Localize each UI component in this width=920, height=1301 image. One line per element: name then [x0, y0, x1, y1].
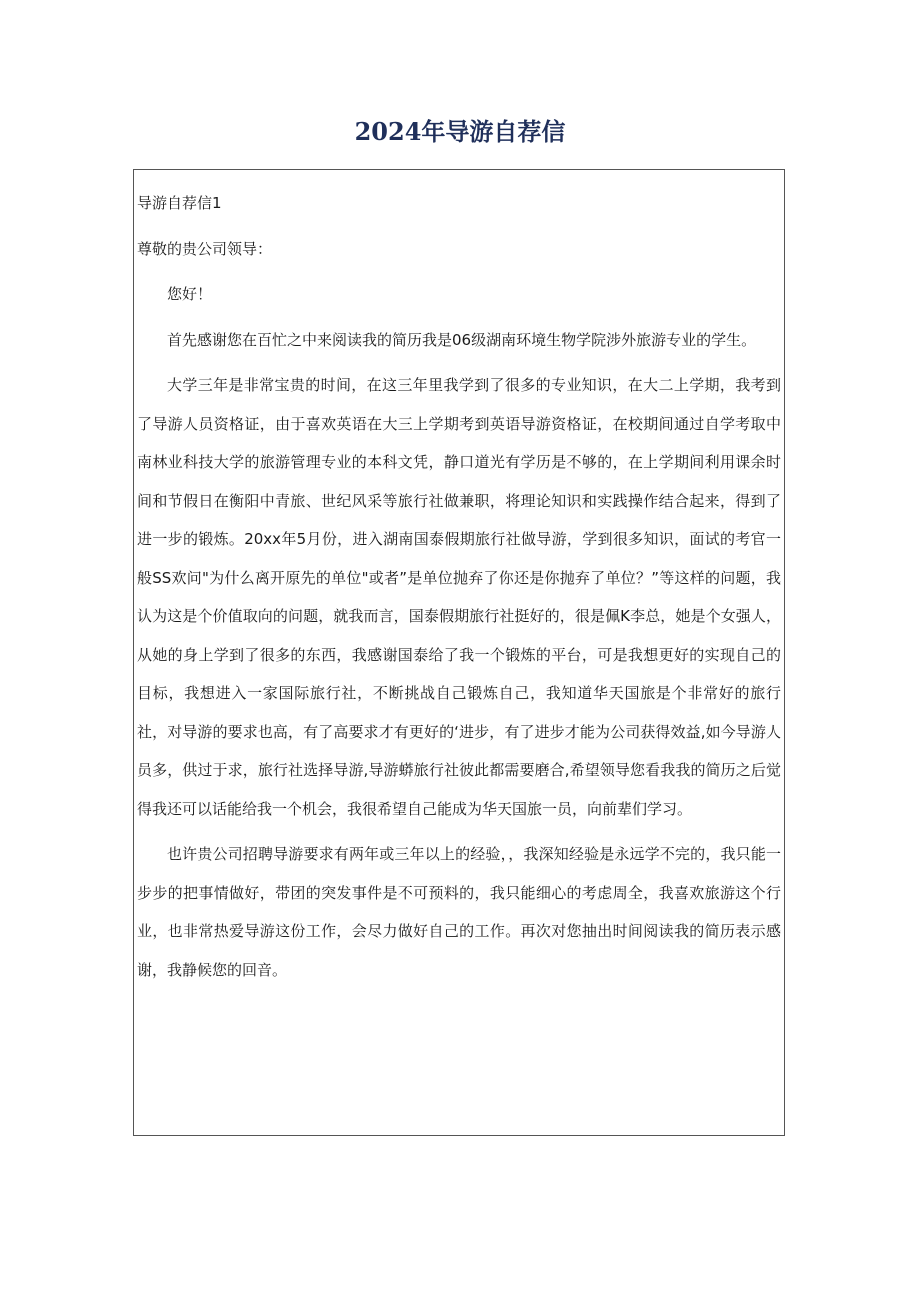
- letter-greeting: 您好！: [167, 285, 213, 303]
- letter-body: [137, 184, 781, 996]
- letter-salutation: 尊敬的贵公司领导：: [137, 239, 273, 258]
- letter-heading: 导游自荐信1: [137, 194, 222, 212]
- letter-paragraph-experience: 大学三年是非常宝贵的时间，在这三年里我学到了很多的专业知识，在大二上学期，我考到了导游人员资格证，由于喜欢英语在大三上学期考到英语导游资格证，在校期间通过自学考取中南林业科技大学的旅游管理专业的本科文凭，静口道光有学历是不够的，在上学期间利用课余时间和节假日在衡阳中青旅、世纪风采等旅行社做兼职，将理论知识和实践操作结合起来，得到了进一步的锻炼。20xx年5月份，进入湖南国泰假期旅行社做导游，学到很多知识，面试的考官一般SS欢问"为什么离开原先的单位"或者”是单位抛弃了你还是你抛弃了单位？”等这样的问题，我认为这是个价值取向的问题，就我而言，国泰假期旅行社挺好的，很是佩K李总，她是个女强人，从她的身上学到了很多的东西，我感谢国泰给了我一个锻炼的平台，可是我想更好的实现自己的目标，我想进入一家国际旅行社，不断挑战自己锻炼自己，我知道华天国旅是个非常好的旅行社，对导游的要求也高，有了高要求才有更好的‘进步，有了进步才能为公司获得效益,如今导游人员多，供过于求，旅行社选择导游,导游蟒旅行社彼此都需要磨合,希望领导您看我我的简历之后觉得我还可以话能给我一个机会，我很希望自己能成为华天国旅一员，向前辈们学习。: [137, 376, 781, 818]
- letter-frame: [133, 169, 785, 1136]
- letter-paragraph-intro: 首先感谢您在百忙之中来阅读我的简历我是06级湖南环境生物学院涉外旅游专业的学生。: [167, 330, 757, 349]
- letter-paragraph-closing: 也许贵公司招聘导游要求有两年或三年以上的经验，，我深知经验是永远学不完的，我只能一步步的把事情做好，带团的突发事件是不可预料的，我只能细心的考虑周全，我喜欢旅游这个行业，也非常热爱导游这份工作，会尽力做好自己的工作。再次对您抽出时间阅读我的简历表示感谢，我静候您的回音。: [137, 845, 781, 979]
- document-title: 2024年导游自荐信: [354, 117, 566, 146]
